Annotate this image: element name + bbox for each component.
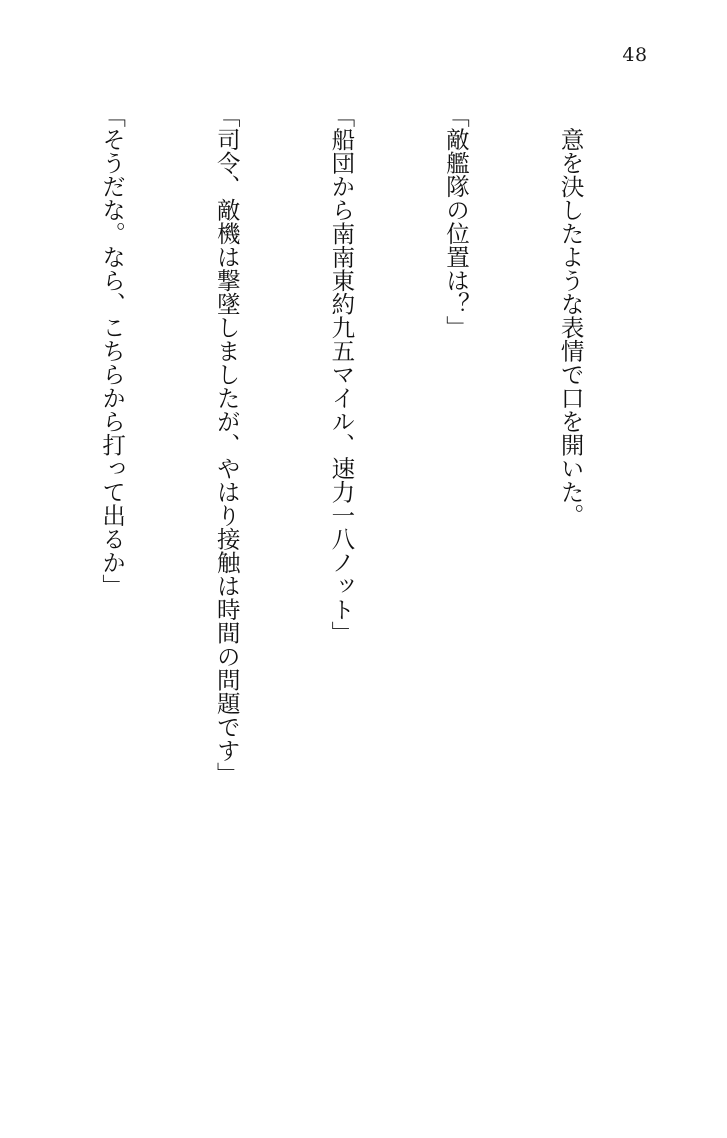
page-number: 48 <box>622 44 648 66</box>
body-text <box>0 104 666 974</box>
text-line: 「そうだな。なら、こちらから打って出るか」 <box>98 104 127 598</box>
text-line: 意を決したような表情で口を開いた。 <box>556 104 585 527</box>
text-line: 「敵艦隊の位置は？」 <box>441 104 470 339</box>
text-line: 「船団から南南東約九五マイル、速力一八ノット」 <box>327 104 356 645</box>
text-line: 「司令、敵機は撃墜しましたが、やはり接触は時間の問題です」 <box>212 104 241 786</box>
